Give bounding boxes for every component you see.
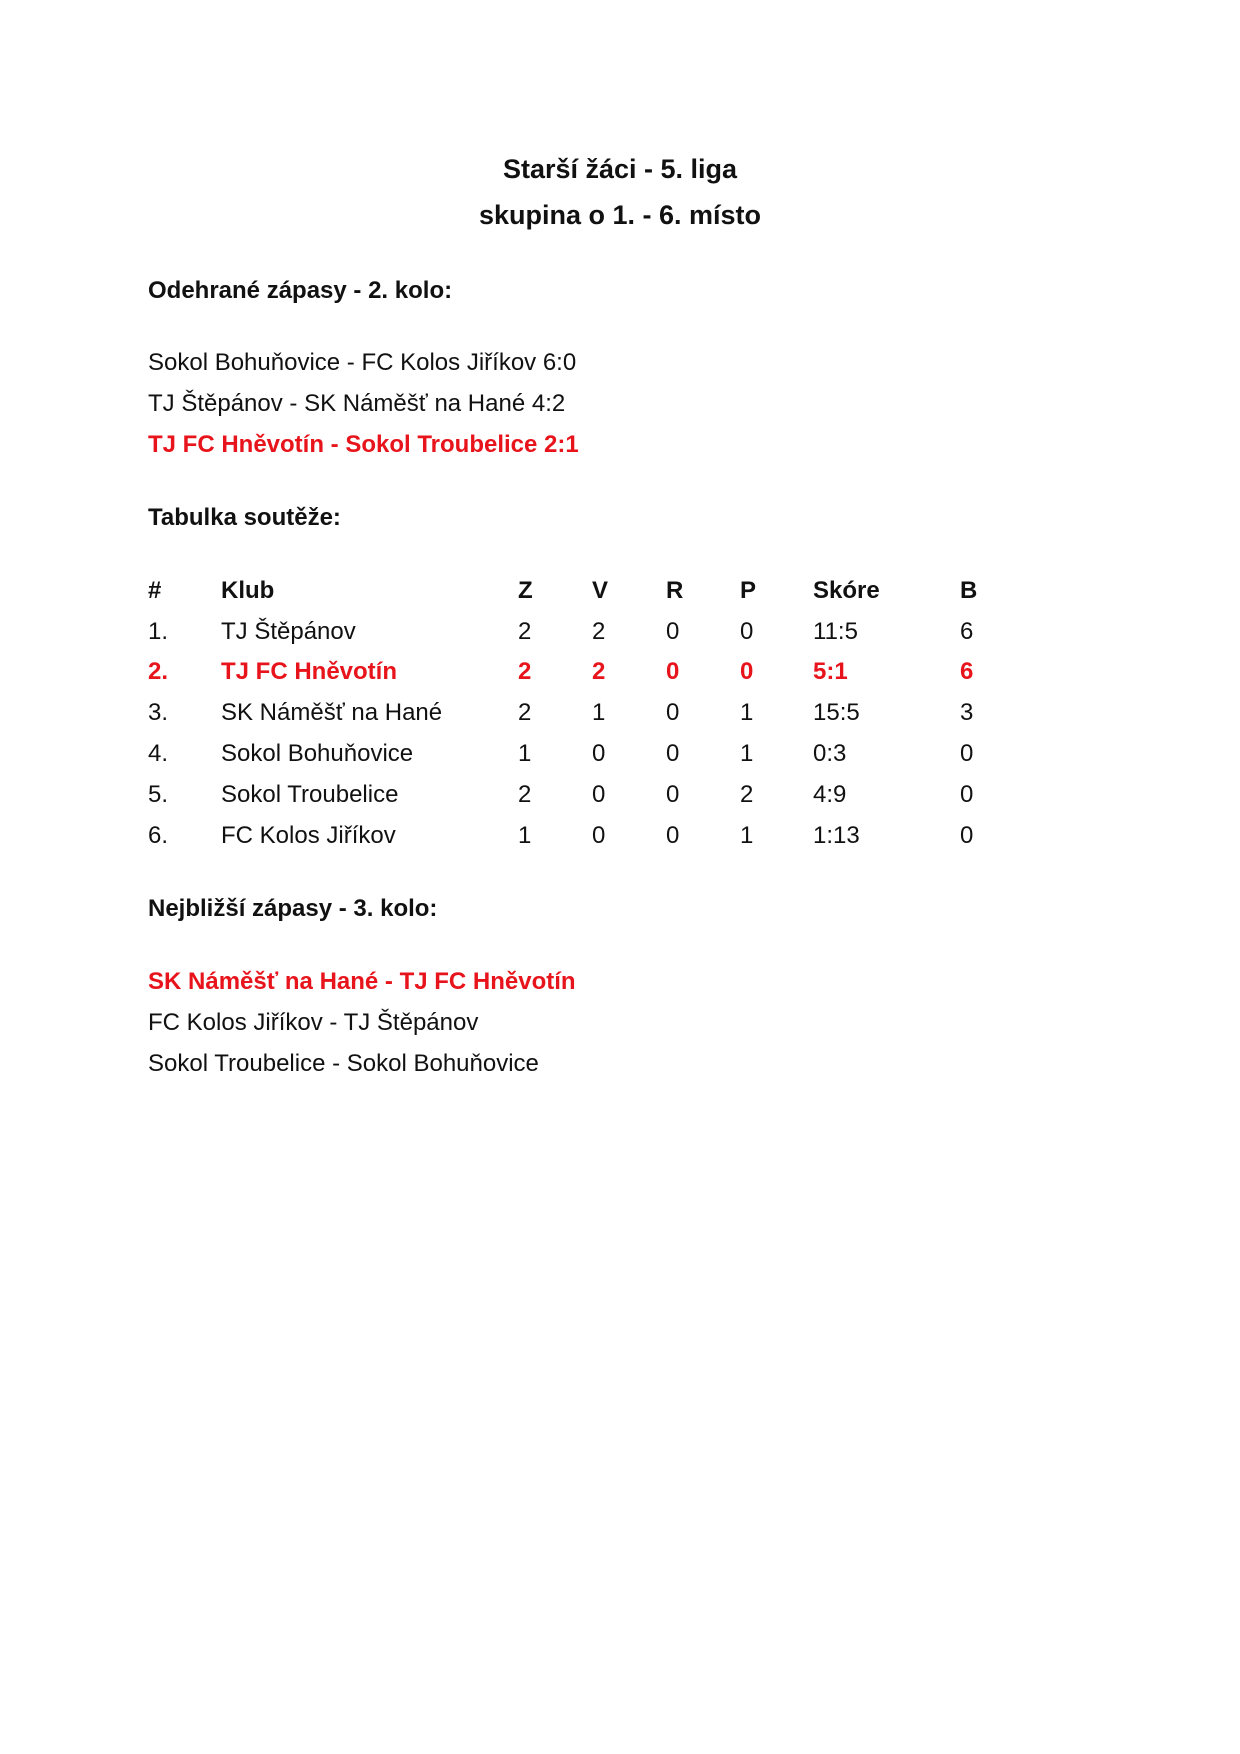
col-header-z: Z: [518, 577, 533, 604]
col-header-b: B: [960, 577, 978, 604]
cell-v: 2: [592, 618, 606, 645]
col-header-r: R: [666, 577, 684, 604]
cell-club: Sokol Bohuňovice: [221, 740, 414, 767]
cell-z: 2: [518, 618, 532, 645]
cell-club: Sokol Troubelice: [221, 781, 399, 808]
upcoming-match-1-highlight: SK Náměšť na Hané - TJ FC Hněvotín: [148, 968, 576, 995]
played-match-1: Sokol Bohuňovice - FC Kolos Jiříkov 6:0: [148, 349, 577, 376]
cell-rank: 2.: [148, 658, 169, 685]
cell-p: 0: [740, 658, 754, 685]
cell-score: 11:5: [813, 618, 858, 645]
cell-b: 6: [960, 658, 974, 685]
cell-club: SK Náměšť na Hané: [221, 699, 443, 726]
table-row-highlight: [0, 657, 1240, 687]
cell-z: 2: [518, 699, 532, 726]
cell-z: 1: [518, 740, 532, 767]
cell-v: 1: [592, 699, 606, 726]
cell-b: 0: [960, 740, 974, 767]
table-row: [0, 617, 1240, 647]
cell-p: 1: [740, 740, 754, 767]
upcoming-heading: Nejbližší zápasy - 3. kolo:: [148, 895, 438, 922]
cell-z: 1: [518, 822, 532, 849]
cell-rank: 4.: [148, 740, 169, 767]
cell-rank: 5.: [148, 781, 169, 808]
cell-r: 0: [666, 740, 680, 767]
page-title: Starší žáci - 5. liga: [502, 154, 738, 184]
cell-score: 5:1: [813, 658, 848, 685]
table-row: [0, 739, 1240, 769]
table-row: [0, 698, 1240, 728]
cell-z: 2: [518, 658, 532, 685]
cell-rank: 6.: [148, 822, 169, 849]
cell-rank: 3.: [148, 699, 169, 726]
cell-v: 0: [592, 781, 606, 808]
cell-rank: 1.: [148, 618, 169, 645]
cell-v: 2: [592, 658, 606, 685]
upcoming-match-3: Sokol Troubelice - Sokol Bohuňovice: [148, 1050, 539, 1077]
page-subtitle: skupina o 1. - 6. místo: [478, 200, 762, 230]
cell-score: 15:5: [813, 699, 860, 726]
cell-r: 0: [666, 618, 680, 645]
cell-r: 0: [666, 658, 680, 685]
cell-p: 1: [740, 699, 754, 726]
cell-p: 2: [740, 781, 754, 808]
played-match-3-highlight: TJ FC Hněvotín - Sokol Troubelice 2:1: [148, 431, 579, 458]
cell-b: 3: [960, 699, 974, 726]
cell-club: TJ FC Hněvotín: [221, 658, 398, 685]
cell-p: 0: [740, 618, 754, 645]
table-header-row: [0, 576, 1240, 606]
col-header-club: Klub: [221, 577, 275, 604]
table-row: [0, 780, 1240, 810]
col-header-p: P: [740, 577, 757, 604]
cell-r: 0: [666, 822, 680, 849]
table-heading: Tabulka soutěže:: [148, 504, 341, 531]
cell-b: 0: [960, 822, 974, 849]
upcoming-match-2: FC Kolos Jiříkov - TJ Štěpánov: [148, 1009, 479, 1036]
cell-b: 0: [960, 781, 974, 808]
col-header-score: Skóre: [813, 577, 880, 604]
cell-p: 1: [740, 822, 754, 849]
cell-score: 4:9: [813, 781, 847, 808]
cell-v: 0: [592, 822, 606, 849]
col-header-rank: #: [148, 577, 162, 604]
cell-b: 6: [960, 618, 974, 645]
cell-z: 2: [518, 781, 532, 808]
cell-v: 0: [592, 740, 606, 767]
cell-club: TJ Štěpánov: [221, 618, 356, 645]
cell-club: FC Kolos Jiříkov: [221, 822, 396, 849]
played-heading: Odehrané zápasy - 2. kolo:: [148, 277, 453, 304]
cell-score: 1:13: [813, 822, 860, 849]
table-row: [0, 821, 1240, 851]
played-match-2: TJ Štěpánov - SK Náměšť na Hané 4:2: [148, 390, 566, 417]
cell-r: 0: [666, 699, 680, 726]
cell-r: 0: [666, 781, 680, 808]
col-header-v: V: [592, 577, 609, 604]
cell-score: 0:3: [813, 740, 847, 767]
